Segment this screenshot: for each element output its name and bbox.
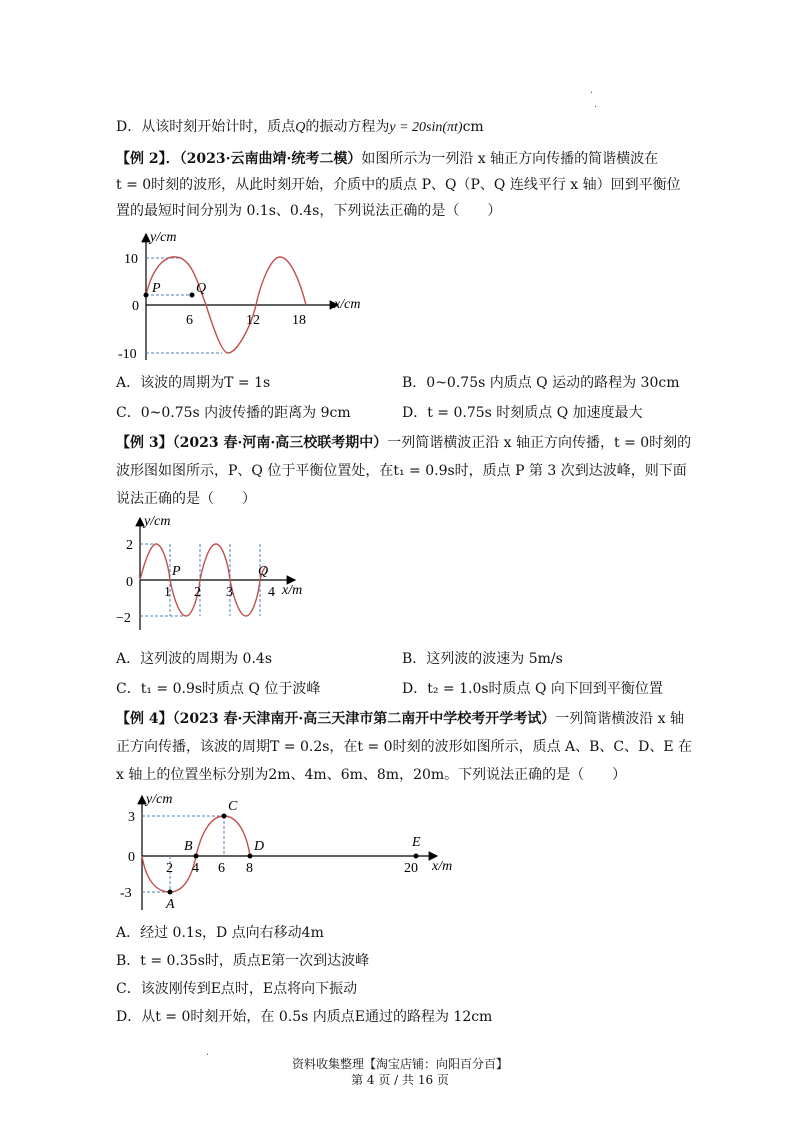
ex3-xtick: 4 (268, 585, 275, 600)
ex2-wave-graph (110, 226, 390, 366)
ex3-option-a: A．这列波的周期为 0.4s (116, 651, 273, 667)
ex2-option-c: C．0~0.75s 内波传播的距离为 9cm (116, 405, 351, 421)
decor-dot: · (590, 88, 594, 99)
ex2-stem-line2: t = 0时刻的波形，从此时刻开始，介质中的质点 P、Q（P、Q 连线平行 x 轴）回到平衡位 (116, 177, 681, 193)
ex2-origin: 0 (132, 299, 139, 314)
ex4-y-label: y/cm (146, 792, 173, 807)
ex4-xtick: 6 (218, 861, 225, 876)
ex3-option-c: C．t₁ = 0.9s时质点 Q 位于波峰 (116, 681, 321, 697)
ex3-wave-graph (110, 512, 330, 634)
q1-option-d: D．从该时刻开始计时，质点Q的振动方程为y = 20sin(πt)cm (116, 119, 484, 135)
ex2-tag: 【例 2】．（2023·云南曲靖·统考二模） (116, 151, 362, 167)
ex4-option-a: A．经过 0.1s，D 点向右移动4m (116, 925, 324, 941)
ex2-stem-line3: 置的最短时间分别为 0.1s、0.4s，下列说法正确的是（ ） (116, 203, 502, 219)
ex4-xtick: 2 (166, 861, 173, 876)
ex2-option-d: D．t = 0.75s 时刻质点 Q 加速度最大 (402, 405, 643, 421)
ex2-y-label: y/cm (150, 230, 177, 245)
ex2-stem-line1: 【例 2】．（2023·云南曲靖·统考二模）如图所示为一列沿 x 轴正方向传播的简谐横波在 (116, 151, 659, 167)
ex2-point-q: Q (196, 281, 207, 296)
ex3-origin: 0 (126, 575, 133, 590)
footer-source: 资料收集整理【淘宝店铺：向阳百分百】 (291, 1057, 508, 1071)
ex4-point-c: C (228, 799, 238, 814)
ex4-stem-line3: x 轴上的位置坐标分别为2m、4m、6m、8m，20m。下列说法正确的是（ ） (116, 767, 627, 783)
ex4-ytick: -3 (120, 886, 132, 901)
ex4-xtick: 8 (246, 861, 253, 876)
ex3-point-p: P (172, 564, 181, 579)
ex2-xtick: 12 (246, 313, 260, 328)
ex4-tag: 【例 4】（2023 春·天津南开·高三天津市第二南开中学校考开学考试） (116, 711, 556, 727)
page-number: 第 4 页 / 共 16 页 (351, 1073, 449, 1087)
ex3-option-d: D．t₂ = 1.0s时质点 Q 向下回到平衡位置 (402, 681, 663, 697)
decor-dot: · (206, 1050, 210, 1061)
ex2-point-p: P (152, 281, 161, 296)
ex3-xtick: 2 (194, 585, 201, 600)
ex3-stem-line3: 说法正确的是（ ） (116, 491, 256, 507)
ex4-stem-line2: 正方向传播，该波的周期T = 0.2s，在t = 0时刻的波形如图所示，质点 A、B、C、D、E 在 (116, 739, 693, 755)
ex3-ytick: −2 (116, 611, 131, 626)
ex2-xtick: 6 (186, 313, 193, 328)
ex2-x-label: x/cm (334, 297, 361, 312)
ex3-option-b: B．这列波的波速为 5m/s (402, 651, 563, 667)
ex2-option-a: A．该波的周期为T = 1s (116, 375, 271, 391)
ex4-option-b: B．t = 0.35s时，质点E第一次到达波峰 (116, 953, 370, 969)
ex3-y-label: y/cm (144, 514, 171, 529)
ex2-ytick: -10 (118, 347, 137, 362)
ex4-option-d: D．从t = 0时刻开始，在 0.5s 内质点E通过的路程为 12cm (116, 1009, 493, 1025)
ex3-xtick: 1 (164, 585, 171, 600)
ex4-point-e: E (412, 835, 421, 850)
ex4-stem-line1: 【例 4】（2023 春·天津南开·高三天津市第二南开中学校考开学考试）一列简谐横波沿 x 轴 (116, 711, 684, 727)
ex4-point-a: A (166, 897, 175, 912)
ex4-option-c: C．该波刚传到E点时，E点将向下振动 (116, 981, 358, 997)
ex4-origin: 0 (128, 850, 135, 865)
ex3-point-q: Q (258, 564, 269, 579)
ex3-ytick: 2 (126, 538, 133, 553)
ex3-xtick: 3 (226, 585, 233, 600)
ex2-xtick: 18 (292, 313, 306, 328)
ex4-xtick: 4 (192, 861, 199, 876)
ex4-point-d: D (254, 839, 265, 854)
ex3-x-label: x/m (282, 583, 303, 598)
ex2-option-b: B．0~0.75s 内质点 Q 运动的路程为 30cm (402, 375, 680, 391)
ex3-tag: 【例 3】（2023 春·河南·高三校联考期中） (116, 435, 388, 451)
ex3-stem-line2: 波形图如图所示，P、Q 位于平衡位置处，在t₁ = 0.9s时，质点 P 第 3 次到达波峰，则下面 (116, 463, 687, 479)
ex4-ytick: 3 (128, 810, 135, 825)
ex4-xtick: 20 (404, 861, 418, 876)
ex4-point-b: B (184, 839, 193, 854)
ex4-wave-graph (112, 790, 472, 914)
ex2-ytick: 10 (124, 252, 138, 267)
ex3-stem-line1: 【例 3】（2023 春·河南·高三校联考期中）一列简谐横波正沿 x 轴正方向传播，t = 0时刻的 (116, 435, 692, 451)
decor-dot: · (594, 102, 598, 113)
ex4-x-label: x/m (432, 859, 453, 874)
